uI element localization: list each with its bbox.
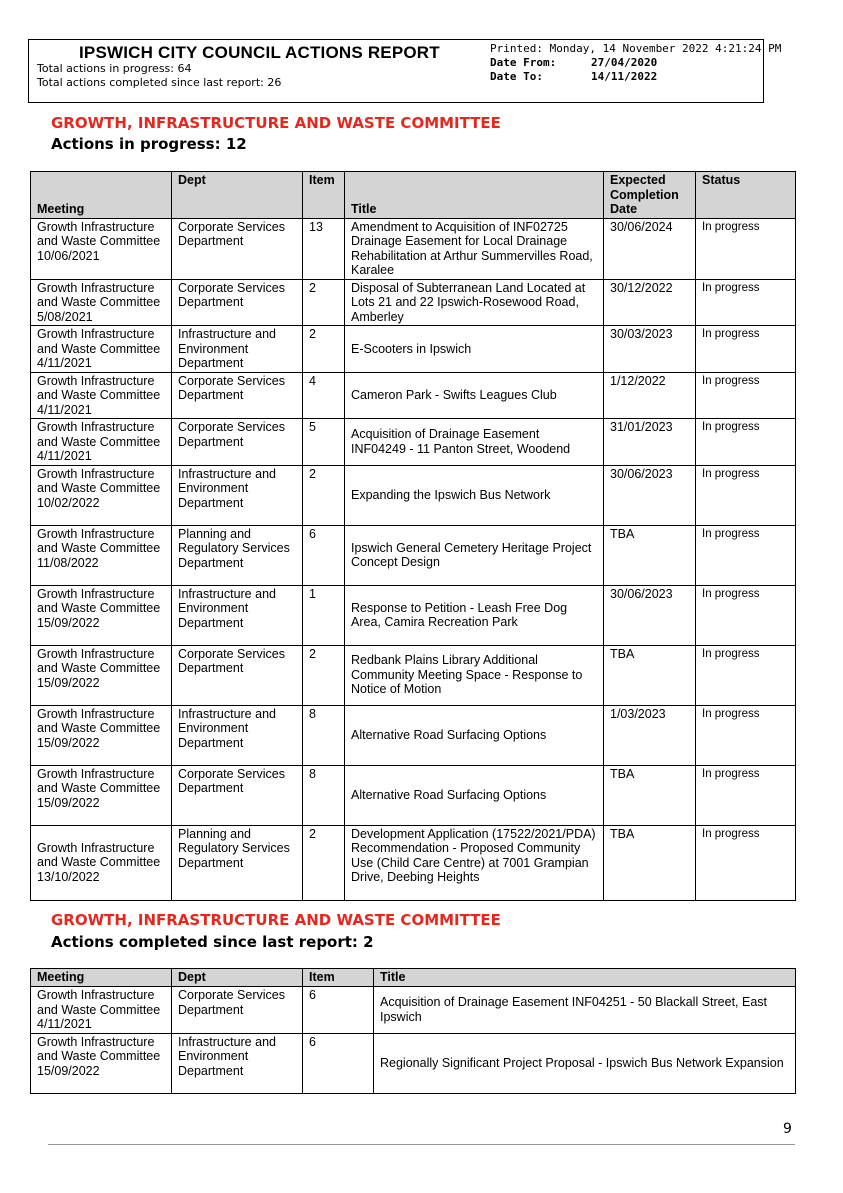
- cell-date: 30/12/2022: [604, 279, 696, 326]
- col-header-item: Item: [303, 969, 374, 987]
- col-header-dept: Dept: [172, 969, 303, 987]
- cell-item: 8: [303, 765, 345, 825]
- cell-status: In progress: [696, 585, 796, 645]
- cell-item: 2: [303, 465, 345, 525]
- cell-meeting: Growth Infrastructure and Waste Committee 4/11/2021: [31, 326, 172, 373]
- cell-date: TBA: [604, 645, 696, 705]
- cell-date: 30/03/2023: [604, 326, 696, 373]
- table-row: [31, 987, 796, 1034]
- cell-meeting: Growth Infrastructure and Waste Committee 15/09/2022: [31, 765, 172, 825]
- cell-status: In progress: [696, 765, 796, 825]
- cell-dept: Infrastructure and Environment Department: [172, 705, 303, 765]
- table-row: [31, 218, 796, 279]
- cell-dept: Corporate Services Department: [172, 765, 303, 825]
- cell-title: Cameron Park - Swifts Leagues Club: [345, 372, 604, 419]
- cell-status: In progress: [696, 419, 796, 466]
- table-row: [31, 585, 796, 645]
- cell-meeting: Growth Infrastructure and Waste Committee 4/11/2021: [31, 987, 172, 1034]
- cell-meeting: Growth Infrastructure and Waste Committee 11/08/2022: [31, 525, 172, 585]
- cell-title: Regionally Significant Project Proposal - Ipswich Bus Network Expansion: [374, 1033, 796, 1093]
- cell-title: Development Application (17522/2021/PDA) Recommendation - Proposed Community Use (Child Care Centre) at 7001 Grampian Drive, Deebing Heights: [345, 825, 604, 900]
- cell-status: In progress: [696, 279, 796, 326]
- cell-title: Acquisition of Drainage Easement INF04249 - 11 Panton Street, Woodend: [345, 419, 604, 466]
- actions-completed-table: [30, 968, 796, 1094]
- table-header-row: [31, 969, 796, 987]
- cell-dept: Infrastructure and Environment Department: [172, 585, 303, 645]
- report-meta: [490, 42, 781, 84]
- cell-item: 2: [303, 645, 345, 705]
- cell-dept: Corporate Services Department: [172, 645, 303, 705]
- cell-item: 4: [303, 372, 345, 419]
- actions-in-progress-table: [30, 171, 796, 901]
- cell-item: 2: [303, 825, 345, 900]
- col-header-status: Status: [696, 172, 796, 219]
- cell-item: 1: [303, 585, 345, 645]
- report-header: [28, 39, 782, 103]
- cell-item: 5: [303, 419, 345, 466]
- col-header-item: Item: [303, 172, 345, 219]
- cell-date: TBA: [604, 765, 696, 825]
- cell-dept: Infrastructure and Environment Department: [172, 465, 303, 525]
- col-header-meeting: Meeting: [31, 969, 172, 987]
- cell-date: 31/01/2023: [604, 419, 696, 466]
- cell-status: In progress: [696, 825, 796, 900]
- total-in-progress: Total actions in progress: 64: [37, 62, 192, 75]
- cell-item: 8: [303, 705, 345, 765]
- cell-meeting: Growth Infrastructure and Waste Committee 5/08/2021: [31, 279, 172, 326]
- table-row: [31, 645, 796, 705]
- cell-status: In progress: [696, 705, 796, 765]
- table-row: [31, 705, 796, 765]
- table-row: [31, 525, 796, 585]
- cell-dept: Corporate Services Department: [172, 279, 303, 326]
- cell-status: In progress: [696, 645, 796, 705]
- cell-dept: Infrastructure and Environment Department: [172, 326, 303, 373]
- table-row: [31, 372, 796, 419]
- section-progress-committee: GROWTH, INFRASTRUCTURE AND WASTE COMMITTEE: [51, 114, 501, 132]
- table-row: [31, 765, 796, 825]
- cell-date: 1/12/2022: [604, 372, 696, 419]
- cell-meeting: Growth Infrastructure and Waste Committee 10/06/2021: [31, 218, 172, 279]
- cell-item: 2: [303, 279, 345, 326]
- section-progress-subtitle: Actions in progress: 12: [51, 135, 247, 153]
- col-header-meeting: Meeting: [31, 172, 172, 219]
- cell-item: 2: [303, 326, 345, 373]
- table-row: [31, 825, 796, 900]
- cell-title: Alternative Road Surfacing Options: [345, 705, 604, 765]
- cell-date: 1/03/2023: [604, 705, 696, 765]
- cell-item: 13: [303, 218, 345, 279]
- cell-date: 30/06/2023: [604, 465, 696, 525]
- cell-status: In progress: [696, 465, 796, 525]
- cell-meeting: Growth Infrastructure and Waste Committee 13/10/2022: [31, 825, 172, 900]
- cell-status: In progress: [696, 372, 796, 419]
- cell-dept: Planning and Regulatory Services Department: [172, 525, 303, 585]
- col-header-title: Title: [374, 969, 796, 987]
- cell-title: Acquisition of Drainage Easement INF04251 - 50 Blackall Street, East Ipswich: [374, 987, 796, 1034]
- date-from-label: Date From:: [490, 56, 557, 69]
- cell-meeting: Growth Infrastructure and Waste Committee 15/09/2022: [31, 585, 172, 645]
- cell-meeting: Growth Infrastructure and Waste Committee 15/09/2022: [31, 1033, 172, 1093]
- section-completed-subtitle: Actions completed since last report: 2: [51, 933, 374, 951]
- report-title: IPSWICH CITY COUNCIL ACTIONS REPORT: [79, 43, 440, 62]
- page-number: 9: [783, 1121, 792, 1137]
- date-to-row: [490, 70, 781, 84]
- cell-meeting: Growth Infrastructure and Waste Committee 10/02/2022: [31, 465, 172, 525]
- cell-title: Response to Petition - Leash Free Dog Area, Camira Recreation Park: [345, 585, 604, 645]
- date-from-value: 27/04/2020: [591, 56, 658, 69]
- cell-dept: Planning and Regulatory Services Department: [172, 825, 303, 900]
- date-from-row: [490, 56, 781, 70]
- section-completed-committee: GROWTH, INFRASTRUCTURE AND WASTE COMMITTEE: [51, 911, 501, 929]
- cell-meeting: Growth Infrastructure and Waste Committee 15/09/2022: [31, 645, 172, 705]
- cell-status: In progress: [696, 218, 796, 279]
- cell-meeting: Growth Infrastructure and Waste Committee 4/11/2021: [31, 372, 172, 419]
- cell-dept: Infrastructure and Environment Department: [172, 1033, 303, 1093]
- cell-status: In progress: [696, 525, 796, 585]
- cell-dept: Corporate Services Department: [172, 987, 303, 1034]
- table-row: [31, 465, 796, 525]
- col-header-expected-date: Expected Completion Date: [604, 172, 696, 219]
- cell-title: Alternative Road Surfacing Options: [345, 765, 604, 825]
- cell-meeting: Growth Infrastructure and Waste Committee 15/09/2022: [31, 705, 172, 765]
- cell-date: TBA: [604, 825, 696, 900]
- table-header-row: [31, 172, 796, 219]
- date-to-value: 14/11/2022: [591, 70, 658, 83]
- cell-title: Disposal of Subterranean Land Located at Lots 21 and 22 Ipswich-Rosewood Road, Amberley: [345, 279, 604, 326]
- cell-title: Amendment to Acquisition of INF02725 Drainage Easement for Local Drainage Rehabilitation at Arthur Summervilles Road, Karalee: [345, 218, 604, 279]
- cell-title: Expanding the Ipswich Bus Network: [345, 465, 604, 525]
- table-row: [31, 419, 796, 466]
- col-header-dept: Dept: [172, 172, 303, 219]
- table-row: [31, 279, 796, 326]
- cell-dept: Corporate Services Department: [172, 218, 303, 279]
- table-row: [31, 326, 796, 373]
- total-completed: Total actions completed since last report: 26: [37, 76, 282, 89]
- table-row: [31, 1033, 796, 1093]
- cell-title: Redbank Plains Library Additional Community Meeting Space - Response to Notice of Motion: [345, 645, 604, 705]
- cell-title: Ipswich General Cemetery Heritage Project Concept Design: [345, 525, 604, 585]
- footer-divider: [48, 1144, 795, 1145]
- cell-date: 30/06/2024: [604, 218, 696, 279]
- cell-meeting: Growth Infrastructure and Waste Committee 4/11/2021: [31, 419, 172, 466]
- cell-date: TBA: [604, 525, 696, 585]
- cell-date: 30/06/2023: [604, 585, 696, 645]
- cell-status: In progress: [696, 326, 796, 373]
- cell-dept: Corporate Services Department: [172, 419, 303, 466]
- col-header-title: Title: [345, 172, 604, 219]
- cell-dept: Corporate Services Department: [172, 372, 303, 419]
- cell-item: 6: [303, 525, 345, 585]
- date-to-label: Date To:: [490, 70, 543, 83]
- cell-title: E-Scooters in Ipswich: [345, 326, 604, 373]
- printed-timestamp: Printed: Monday, 14 November 2022 4:21:24 PM: [490, 42, 782, 55]
- cell-item: 6: [303, 987, 374, 1034]
- cell-item: 6: [303, 1033, 374, 1093]
